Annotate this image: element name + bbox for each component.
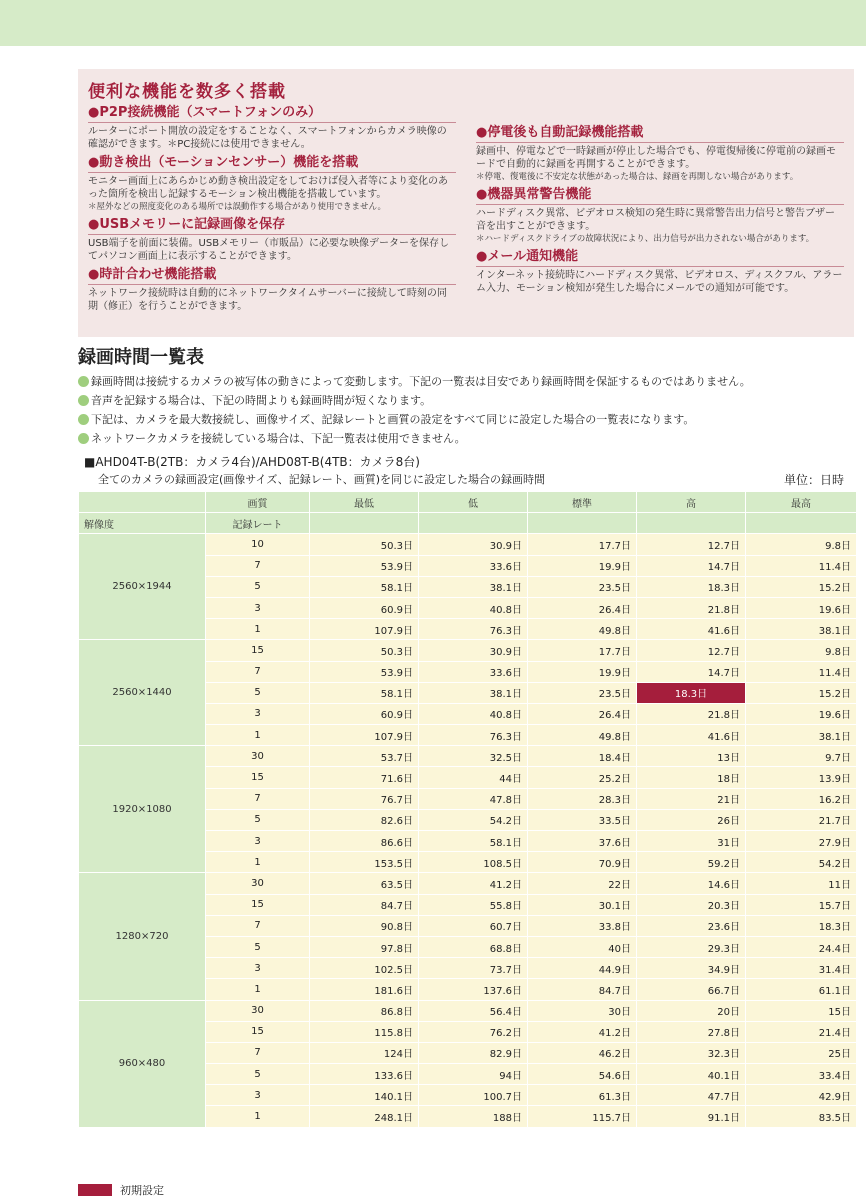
value-cell: 83.5日 xyxy=(746,1106,857,1127)
value-cell: 14.6日 xyxy=(637,873,746,894)
value-cell: 38.1日 xyxy=(746,725,857,746)
resolution-cell: 2560×1440 xyxy=(79,640,206,746)
value-cell: 23.6日 xyxy=(637,915,746,936)
rate-cell: 7 xyxy=(206,1042,310,1063)
value-cell: 49.8日 xyxy=(528,725,637,746)
value-cell: 73.7日 xyxy=(419,958,528,979)
value-cell: 9.8日 xyxy=(746,640,857,661)
table-row xyxy=(79,534,857,555)
value-cell: 248.1日 xyxy=(310,1106,419,1127)
table-row xyxy=(79,640,857,661)
value-cell: 19.6日 xyxy=(746,703,857,724)
value-cell: 86.6日 xyxy=(310,831,419,852)
value-cell: 115.8日 xyxy=(310,1021,419,1042)
value-cell: 82.6日 xyxy=(310,809,419,830)
feature-body: インターネット接続時にハードディスク異常、ビデオロス、ディスクフル、アラーム入力、モーション検知が発生した場合にメールでの通知が可能です。 xyxy=(476,270,843,294)
value-cell: 55.8日 xyxy=(419,894,528,915)
value-cell: 76.3日 xyxy=(419,725,528,746)
value-cell: 26.4日 xyxy=(528,703,637,724)
value-cell: 124日 xyxy=(310,1042,419,1063)
header-blank xyxy=(310,513,419,534)
feature-heading: ●時計合わせ機能搭載 xyxy=(88,267,456,285)
feature-heading: ●機器異常警告機能 xyxy=(476,187,844,205)
feature-item xyxy=(88,105,456,151)
value-cell: 41.2日 xyxy=(528,1021,637,1042)
features-box xyxy=(78,69,854,337)
value-cell: 15.7日 xyxy=(746,894,857,915)
value-cell: 19.6日 xyxy=(746,597,857,618)
rate-cell: 15 xyxy=(206,767,310,788)
rate-cell: 7 xyxy=(206,661,310,682)
bullet-dot-icon xyxy=(78,414,89,425)
header-blank xyxy=(528,513,637,534)
value-cell: 140.1日 xyxy=(310,1085,419,1106)
value-cell: 44.9日 xyxy=(528,958,637,979)
value-cell: 37.6日 xyxy=(528,831,637,852)
rate-cell: 1 xyxy=(206,852,310,873)
value-cell: 108.5日 xyxy=(419,852,528,873)
value-cell: 23.5日 xyxy=(528,576,637,597)
value-cell: 115.7日 xyxy=(528,1106,637,1127)
rate-cell: 5 xyxy=(206,576,310,597)
header-rate: 記録レート xyxy=(206,513,310,534)
value-cell: 68.8日 xyxy=(419,936,528,957)
value-cell: 76.2日 xyxy=(419,1021,528,1042)
sub-caption: 全てのカメラの録画設定(画像サイズ、記録レート、画質)を同じに設定した場合の録画時間 xyxy=(98,473,546,486)
resolution-cell: 1920×1080 xyxy=(79,746,206,873)
note-text: 下記は、カメラを最大数接続し、画像サイズ、記録レートと画質の設定をすべて同じに設定した場合の一覧表になります。 xyxy=(91,413,695,426)
value-cell: 137.6日 xyxy=(419,979,528,1000)
value-cell: 58.1日 xyxy=(310,576,419,597)
rate-cell: 1 xyxy=(206,725,310,746)
feature-item xyxy=(88,267,456,313)
value-cell: 40日 xyxy=(528,936,637,957)
value-cell: 11日 xyxy=(746,873,857,894)
note-item xyxy=(78,429,858,448)
resolution-cell: 2560×1944 xyxy=(79,534,206,640)
legend xyxy=(78,1182,164,1198)
value-cell: 25日 xyxy=(746,1042,857,1063)
value-cell: 84.7日 xyxy=(310,894,419,915)
note-text: ネットワークカメラを接続している場合は、下記一覧表は使用できません。 xyxy=(91,432,466,445)
note-item xyxy=(78,391,858,410)
value-cell: 107.9日 xyxy=(310,725,419,746)
value-cell: 22日 xyxy=(528,873,637,894)
value-cell: 100.7日 xyxy=(419,1085,528,1106)
legend-swatch xyxy=(78,1184,112,1196)
value-cell: 44日 xyxy=(419,767,528,788)
value-cell: 14.7日 xyxy=(637,555,746,576)
bullet-dot-icon xyxy=(78,395,89,406)
value-cell: 76.7日 xyxy=(310,788,419,809)
table-row xyxy=(79,1000,857,1021)
value-cell: 9.8日 xyxy=(746,534,857,555)
legend-label: 初期設定 xyxy=(120,1184,164,1197)
value-cell: 14.7日 xyxy=(637,661,746,682)
header-blank xyxy=(746,513,857,534)
rate-cell: 10 xyxy=(206,534,310,555)
note-item xyxy=(78,372,858,391)
value-cell: 107.9日 xyxy=(310,619,419,640)
header-level: 低 xyxy=(419,492,528,513)
value-cell: 90.8日 xyxy=(310,915,419,936)
feature-body: ルーターにポート開放の設定をすることなく、スマートフォンからカメラ映像の確認ができます。＊PC接続には使用できません。 xyxy=(88,126,447,150)
value-cell: 15.2日 xyxy=(746,682,857,703)
rate-cell: 1 xyxy=(206,1106,310,1127)
value-cell: 21.8日 xyxy=(637,703,746,724)
header-level: 高 xyxy=(637,492,746,513)
feature-item xyxy=(476,249,844,295)
value-cell: 49.8日 xyxy=(528,619,637,640)
value-cell: 86.8日 xyxy=(310,1000,419,1021)
value-cell: 33.8日 xyxy=(528,915,637,936)
rate-cell: 15 xyxy=(206,1021,310,1042)
header-quality: 画質 xyxy=(206,492,310,513)
value-cell: 54.2日 xyxy=(746,852,857,873)
value-cell: 26日 xyxy=(637,809,746,830)
rate-cell: 1 xyxy=(206,619,310,640)
value-cell: 17.7日 xyxy=(528,534,637,555)
table-row xyxy=(79,873,857,894)
value-cell: 71.6日 xyxy=(310,767,419,788)
note-text: 音声を記録する場合は、下記の時間よりも録画時間が短くなります。 xyxy=(91,394,432,407)
value-cell: 53.9日 xyxy=(310,661,419,682)
value-cell: 23.5日 xyxy=(528,682,637,703)
rate-cell: 3 xyxy=(206,958,310,979)
feature-item xyxy=(88,155,456,213)
header-level: 最低 xyxy=(310,492,419,513)
value-cell: 15.2日 xyxy=(746,576,857,597)
value-cell: 61.3日 xyxy=(528,1085,637,1106)
value-cell: 20.3日 xyxy=(637,894,746,915)
value-cell: 41.2日 xyxy=(419,873,528,894)
header-blank xyxy=(419,513,528,534)
recording-time-table xyxy=(78,491,857,1128)
table-row xyxy=(79,746,857,767)
value-cell: 13.9日 xyxy=(746,767,857,788)
model-caption: ■AHD04T-B(2TB：カメラ4台)/AHD08T-B(4TB：カメラ8台) xyxy=(84,455,420,469)
value-cell: 58.1日 xyxy=(310,682,419,703)
value-cell: 18.4日 xyxy=(528,746,637,767)
value-cell: 181.6日 xyxy=(310,979,419,1000)
value-cell: 70.9日 xyxy=(528,852,637,873)
value-cell: 21日 xyxy=(637,788,746,809)
value-cell: 153.5日 xyxy=(310,852,419,873)
value-cell: 63.5日 xyxy=(310,873,419,894)
value-cell: 9.7日 xyxy=(746,746,857,767)
value-cell: 40.8日 xyxy=(419,597,528,618)
value-cell: 12.7日 xyxy=(637,640,746,661)
value-cell: 28.3日 xyxy=(528,788,637,809)
value-cell: 33.4日 xyxy=(746,1064,857,1085)
value-cell: 54.6日 xyxy=(528,1064,637,1085)
note-item xyxy=(78,410,858,429)
value-cell: 47.8日 xyxy=(419,788,528,809)
feature-heading: ●P2P接続機能（スマートフォンのみ） xyxy=(88,105,456,123)
features-right-column xyxy=(476,125,844,317)
bullet-dot-icon xyxy=(78,376,89,387)
value-cell: 13日 xyxy=(637,746,746,767)
value-cell: 46.2日 xyxy=(528,1042,637,1063)
value-cell: 19.9日 xyxy=(528,661,637,682)
value-cell: 25.2日 xyxy=(528,767,637,788)
value-cell: 91.1日 xyxy=(637,1106,746,1127)
value-cell: 11.4日 xyxy=(746,555,857,576)
value-cell: 50.3日 xyxy=(310,640,419,661)
feature-heading: ●停電後も自動記録機能搭載 xyxy=(476,125,844,143)
value-cell: 19.9日 xyxy=(528,555,637,576)
value-cell: 21.7日 xyxy=(746,809,857,830)
resolution-cell: 960×480 xyxy=(79,1000,206,1127)
value-cell: 29.3日 xyxy=(637,936,746,957)
value-cell: 27.8日 xyxy=(637,1021,746,1042)
value-cell: 33.6日 xyxy=(419,661,528,682)
value-cell: 18.3日 xyxy=(637,576,746,597)
header-corner xyxy=(79,492,206,513)
value-cell: 84.7日 xyxy=(528,979,637,1000)
rate-cell: 30 xyxy=(206,746,310,767)
rate-cell: 7 xyxy=(206,788,310,809)
value-cell: 30.9日 xyxy=(419,534,528,555)
note-text: 録画時間は接続するカメラの被写体の動きによって変動します。下記の一覧表は目安であり録画時間を保証するものではありません。 xyxy=(91,375,751,388)
value-cell: 24.4日 xyxy=(746,936,857,957)
value-cell: 102.5日 xyxy=(310,958,419,979)
value-cell: 40.8日 xyxy=(419,703,528,724)
value-cell: 33.5日 xyxy=(528,809,637,830)
header-resolution: 解像度 xyxy=(79,513,206,534)
unit-label: 単位：日時 xyxy=(783,473,844,487)
header-level: 標準 xyxy=(528,492,637,513)
rate-cell: 3 xyxy=(206,597,310,618)
rate-cell: 3 xyxy=(206,831,310,852)
feature-heading: ●USBメモリーに記録画像を保存 xyxy=(88,217,456,235)
value-cell: 47.7日 xyxy=(637,1085,746,1106)
value-cell: 18日 xyxy=(637,767,746,788)
resolution-cell: 1280×720 xyxy=(79,873,206,1000)
feature-note: ＊停電、復電後に不安定な状態があった場合は、録画を再開しない場合があります。 xyxy=(476,172,799,182)
notes-list xyxy=(78,372,858,448)
value-cell: 60.7日 xyxy=(419,915,528,936)
value-cell: 59.2日 xyxy=(637,852,746,873)
value-cell: 76.3日 xyxy=(419,619,528,640)
value-cell: 34.9日 xyxy=(637,958,746,979)
value-cell: 15日 xyxy=(746,1000,857,1021)
bullet-dot-icon xyxy=(78,433,89,444)
feature-heading: ●メール通知機能 xyxy=(476,249,844,267)
rate-cell: 15 xyxy=(206,640,310,661)
value-cell: 38.1日 xyxy=(746,619,857,640)
value-cell: 97.8日 xyxy=(310,936,419,957)
features-title: 便利な機能を数多く搭載 xyxy=(88,82,286,102)
value-cell: 30.1日 xyxy=(528,894,637,915)
value-cell: 60.9日 xyxy=(310,703,419,724)
rate-cell: 3 xyxy=(206,703,310,724)
value-cell: 32.5日 xyxy=(419,746,528,767)
feature-body: モニター画面上にあらかじめ動き検出設定をしておけば侵入者等により変化のあった箇所を検出し記録するモーション検出機能を搭載しています。 xyxy=(88,176,448,200)
features-left-column xyxy=(88,105,456,317)
value-cell: 17.7日 xyxy=(528,640,637,661)
value-cell: 16.2日 xyxy=(746,788,857,809)
value-cell: 133.6日 xyxy=(310,1064,419,1085)
rate-cell: 3 xyxy=(206,1085,310,1106)
feature-body: USB端子を前面に装備。USBメモリー（市販品）に必要な映像データーを保存してパソコン画面上に表示することができます。 xyxy=(88,238,450,262)
value-cell: 40.1日 xyxy=(637,1064,746,1085)
value-cell: 38.1日 xyxy=(419,576,528,597)
rate-cell: 15 xyxy=(206,894,310,915)
value-cell: 31.4日 xyxy=(746,958,857,979)
value-cell: 30.9日 xyxy=(419,640,528,661)
top-band xyxy=(0,0,866,46)
value-cell: 32.3日 xyxy=(637,1042,746,1063)
value-cell: 26.4日 xyxy=(528,597,637,618)
rate-cell: 5 xyxy=(206,809,310,830)
rate-cell: 5 xyxy=(206,1064,310,1085)
value-cell: 54.2日 xyxy=(419,809,528,830)
rate-cell: 5 xyxy=(206,682,310,703)
value-cell: 21.4日 xyxy=(746,1021,857,1042)
feature-heading: ●動き検出（モーションセンサー）機能を搭載 xyxy=(88,155,456,173)
value-cell: 11.4日 xyxy=(746,661,857,682)
value-cell: 30日 xyxy=(528,1000,637,1021)
header-blank xyxy=(637,513,746,534)
value-cell: 21.8日 xyxy=(637,597,746,618)
value-cell: 27.9日 xyxy=(746,831,857,852)
rate-cell: 5 xyxy=(206,936,310,957)
value-cell: 94日 xyxy=(419,1064,528,1085)
value-cell: 53.7日 xyxy=(310,746,419,767)
rate-cell: 7 xyxy=(206,555,310,576)
value-cell: 12.7日 xyxy=(637,534,746,555)
rate-cell: 1 xyxy=(206,979,310,1000)
value-cell: 20日 xyxy=(637,1000,746,1021)
section-title: 録画時間一覧表 xyxy=(78,347,204,368)
rate-cell: 30 xyxy=(206,873,310,894)
value-cell: 53.9日 xyxy=(310,555,419,576)
feature-item xyxy=(476,187,844,245)
feature-note: ＊ハードディスクドライブの故障状況により、出力信号が出力されない場合があります。 xyxy=(476,234,815,244)
value-cell: 50.3日 xyxy=(310,534,419,555)
default-setting-cell: 18.3日 xyxy=(637,682,746,703)
value-cell: 56.4日 xyxy=(419,1000,528,1021)
value-cell: 188日 xyxy=(419,1106,528,1127)
value-cell: 60.9日 xyxy=(310,597,419,618)
feature-body: ハードディスク異常、ビデオロス検知の発生時に異常警告出力信号と警告ブザー音を出すことができます。 xyxy=(476,208,835,232)
rate-cell: 7 xyxy=(206,915,310,936)
value-cell: 38.1日 xyxy=(419,682,528,703)
feature-body: ネットワーク接続時は自動的にネットワークタイムサーバーに接続して時刻の同期（修正）を行うことができます。 xyxy=(88,288,447,312)
header-level: 最高 xyxy=(746,492,857,513)
value-cell: 41.6日 xyxy=(637,619,746,640)
value-cell: 33.6日 xyxy=(419,555,528,576)
value-cell: 58.1日 xyxy=(419,831,528,852)
value-cell: 31日 xyxy=(637,831,746,852)
value-cell: 61.1日 xyxy=(746,979,857,1000)
rate-cell: 30 xyxy=(206,1000,310,1021)
feature-body: 録画中、停電などで一時録画が停止した場合でも、停電復帰後に停電前の録画モードで自動的に録画を再開することができます。 xyxy=(476,146,836,170)
feature-note: ＊屋外などの照度変化のある場所では誤動作する場合があり使用できません。 xyxy=(88,202,387,212)
value-cell: 18.3日 xyxy=(746,915,857,936)
value-cell: 66.7日 xyxy=(637,979,746,1000)
value-cell: 82.9日 xyxy=(419,1042,528,1063)
value-cell: 42.9日 xyxy=(746,1085,857,1106)
value-cell: 41.6日 xyxy=(637,725,746,746)
feature-item xyxy=(476,125,844,183)
feature-item xyxy=(88,217,456,263)
